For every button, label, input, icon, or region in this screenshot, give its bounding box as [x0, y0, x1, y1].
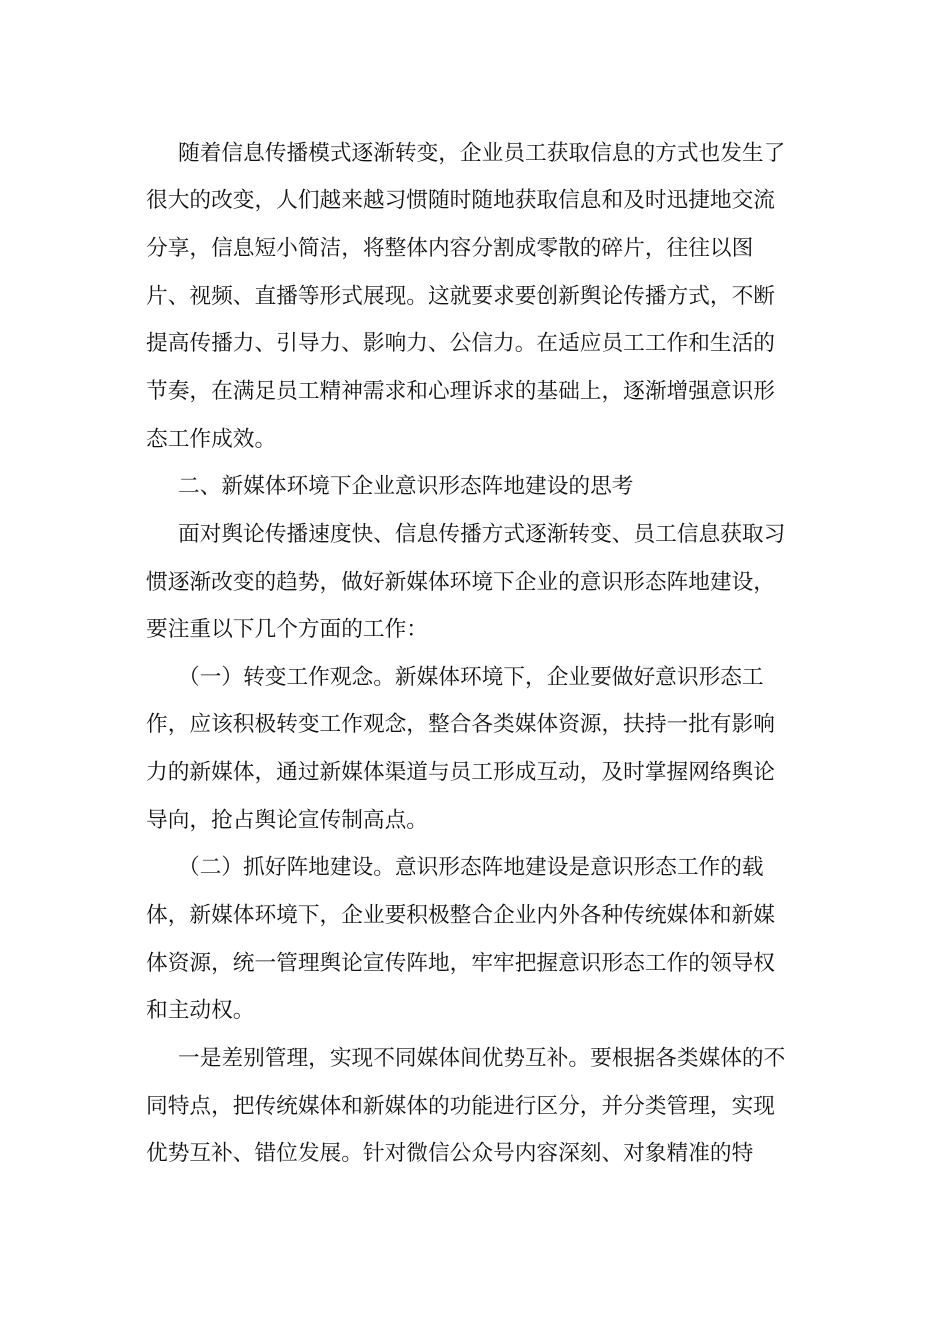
- text-line: 片、视频、直播等形式展现。这就要求要创新舆论传播方式，不断: [146, 284, 775, 309]
- text-line: 分享，信息短小简洁，将整体内容分割成零散的碎片，往往以图: [146, 236, 754, 261]
- heading-line: 二、新媒体环境下企业意识形态阵地建设的思考: [178, 474, 634, 499]
- text-line: 导向，抢占舆论宣传制高点。: [146, 808, 428, 833]
- text-line: 节奏，在满足员工精神需求和心理诉求的基础上，逐渐增强意识形: [146, 379, 775, 404]
- text-line: 体，新媒体环境下，企业要积极整合企业内外各种传统媒体和新媒: [146, 903, 775, 928]
- text-line: 体资源，统一管理舆论宣传阵地，牢牢把握意识形态工作的领导权: [146, 951, 775, 976]
- text-line: 很大的改变，人们越来越习惯随时随地获取信息和及时迅捷地交流: [146, 188, 775, 213]
- text-line: 面对舆论传播速度快、信息传播方式逐渐转变、员工信息获取习: [178, 522, 786, 547]
- text-line: 要注重以下几个方面的工作：: [146, 617, 428, 642]
- text-line: （一）转变工作观念。新媒体环境下，企业要做好意识形态工: [178, 665, 764, 690]
- text-line: 同特点，把传统媒体和新媒体的功能进行区分，并分类管理，实现: [146, 1094, 775, 1119]
- text-line: 惯逐渐改变的趋势，做好新媒体环境下企业的意识形态阵地建设，: [146, 570, 775, 595]
- text-line: 态工作成效。: [146, 427, 277, 452]
- text-line: 和主动权。: [146, 998, 255, 1023]
- text-line: （二）抓好阵地建设。意识形态阵地建设是意识形态工作的载: [178, 855, 764, 880]
- text-line: 提高传播力、引导力、影响力、公信力。在适应员工工作和生活的: [146, 331, 775, 356]
- text-line: 力的新媒体，通过新媒体渠道与员工形成互动，及时掌握网络舆论: [146, 760, 775, 785]
- text-line: 作，应该积极转变工作观念，整合各类媒体资源，扶持一批有影响: [146, 712, 775, 737]
- text-line: 一是差别管理，实现不同媒体间优势互补。要根据各类媒体的不: [178, 1046, 786, 1071]
- text-line: 优势互补、错位发展。针对微信公众号内容深刻、对象精准的特: [146, 1141, 754, 1166]
- text-line: 随着信息传播模式逐渐转变，企业员工获取信息的方式也发生了: [178, 141, 786, 166]
